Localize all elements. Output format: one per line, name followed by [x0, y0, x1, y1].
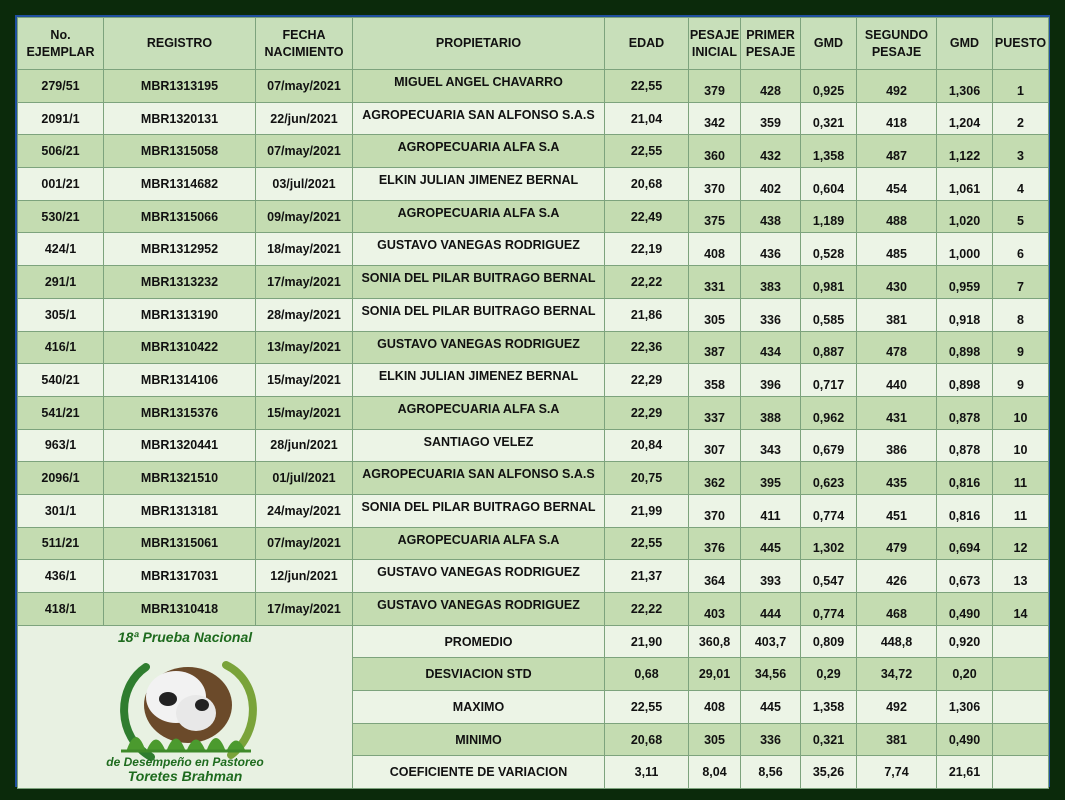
results-table-frame — [15, 15, 1050, 787]
cell-registro: MBR1313195 — [104, 70, 256, 103]
cell-puesto: 11 — [993, 494, 1049, 527]
cell-propietario: GUSTAVO VANEGAS RODRIGUEZ — [353, 331, 605, 364]
cell-propietario: AGROPECUARIA ALFA S.A — [353, 527, 605, 560]
cell-registro: MBR1320441 — [104, 429, 256, 462]
stat-value: 448,8 — [857, 625, 937, 658]
cell-gmd-1: 0,585 — [801, 298, 857, 331]
stat-value: 35,26 — [801, 756, 857, 789]
stat-value: 0,29 — [801, 658, 857, 691]
stat-empty-cell — [993, 691, 1049, 724]
cell-gmd-1: 0,962 — [801, 396, 857, 429]
cell-ejemplar: 291/1 — [18, 266, 104, 299]
col-puesto-header: PUESTO — [993, 18, 1049, 70]
cell-pesaje-inicial: 408 — [689, 233, 741, 266]
cell-registro: MBR1314682 — [104, 168, 256, 201]
cell-segundo-pesaje: 488 — [857, 200, 937, 233]
cell-puesto: 11 — [993, 462, 1049, 495]
cell-propietario: SONIA DEL PILAR BUITRAGO BERNAL — [353, 494, 605, 527]
cell-registro: MBR1317031 — [104, 560, 256, 593]
stat-empty-cell — [993, 658, 1049, 691]
cell-pesaje-inicial: 362 — [689, 462, 741, 495]
cell-primer-pesaje: 359 — [741, 102, 801, 135]
cell-primer-pesaje: 343 — [741, 429, 801, 462]
cell-segundo-pesaje: 492 — [857, 70, 937, 103]
cell-ejemplar: 530/21 — [18, 200, 104, 233]
cell-segundo-pesaje: 418 — [857, 102, 937, 135]
cell-pesaje-inicial: 370 — [689, 168, 741, 201]
stat-label: DESVIACION STD — [353, 658, 605, 691]
cell-fecha: 24/may/2021 — [256, 494, 353, 527]
cell-gmd-1: 0,623 — [801, 462, 857, 495]
cell-primer-pesaje: 428 — [741, 70, 801, 103]
cell-gmd-1: 0,717 — [801, 364, 857, 397]
stat-value: 408 — [689, 691, 741, 724]
cell-edad: 22,22 — [605, 266, 689, 299]
header-row — [18, 18, 1049, 70]
cell-pesaje-inicial: 403 — [689, 593, 741, 626]
table-row — [18, 102, 1049, 135]
table-row — [18, 429, 1049, 462]
stat-value: 21,90 — [605, 625, 689, 658]
cell-segundo-pesaje: 426 — [857, 560, 937, 593]
cell-edad: 21,04 — [605, 102, 689, 135]
cell-segundo-pesaje: 468 — [857, 593, 937, 626]
table-row — [18, 135, 1049, 168]
stat-value: 3,11 — [605, 756, 689, 789]
stat-value: 7,74 — [857, 756, 937, 789]
cell-puesto: 14 — [993, 593, 1049, 626]
logo-caption: Toretes Brahman — [127, 767, 243, 784]
cell-ejemplar: 305/1 — [18, 298, 104, 331]
col-no-ejemplar-header: No. EJEMPLAR — [18, 18, 104, 70]
cell-gmd-2: 0,878 — [937, 396, 993, 429]
cell-fecha: 03/jul/2021 — [256, 168, 353, 201]
cell-pesaje-inicial: 307 — [689, 429, 741, 462]
stat-empty-cell — [993, 723, 1049, 756]
stat-value: 0,20 — [937, 658, 993, 691]
cell-fecha: 15/may/2021 — [256, 396, 353, 429]
col-fecha-nacimiento-header: FECHA NACIMIENTO — [256, 18, 353, 70]
stat-value: 0,321 — [801, 723, 857, 756]
cell-edad: 22,55 — [605, 135, 689, 168]
cell-propietario: AGROPECUARIA ALFA S.A — [353, 396, 605, 429]
cell-gmd-2: 0,898 — [937, 364, 993, 397]
stat-value: 29,01 — [689, 658, 741, 691]
table-row — [18, 331, 1049, 364]
cell-puesto: 10 — [993, 429, 1049, 462]
cell-registro: MBR1313190 — [104, 298, 256, 331]
cell-gmd-1: 1,302 — [801, 527, 857, 560]
cell-segundo-pesaje: 440 — [857, 364, 937, 397]
cell-primer-pesaje: 393 — [741, 560, 801, 593]
cell-registro: MBR1321510 — [104, 462, 256, 495]
cell-registro: MBR1320131 — [104, 102, 256, 135]
cell-pesaje-inicial: 360 — [689, 135, 741, 168]
cell-gmd-2: 0,918 — [937, 298, 993, 331]
cell-gmd-2: 0,959 — [937, 266, 993, 299]
cell-puesto: 4 — [993, 168, 1049, 201]
stat-value: 492 — [857, 691, 937, 724]
cell-ejemplar: 279/51 — [18, 70, 104, 103]
cell-segundo-pesaje: 487 — [857, 135, 937, 168]
stat-value: 0,68 — [605, 658, 689, 691]
cell-gmd-2: 0,878 — [937, 429, 993, 462]
cell-registro: MBR1315058 — [104, 135, 256, 168]
stat-label: MINIMO — [353, 723, 605, 756]
cell-puesto: 5 — [993, 200, 1049, 233]
cell-gmd-1: 0,981 — [801, 266, 857, 299]
cell-gmd-1: 0,774 — [801, 593, 857, 626]
cell-gmd-2: 1,020 — [937, 200, 993, 233]
cell-propietario: ELKIN JULIAN JIMENEZ BERNAL — [353, 364, 605, 397]
cell-propietario: GUSTAVO VANEGAS RODRIGUEZ — [353, 233, 605, 266]
cell-puesto: 9 — [993, 364, 1049, 397]
table-row — [18, 560, 1049, 593]
cell-segundo-pesaje: 479 — [857, 527, 937, 560]
cell-primer-pesaje: 395 — [741, 462, 801, 495]
cell-propietario: AGROPECUARIA SAN ALFONSO S.A.S — [353, 462, 605, 495]
cell-segundo-pesaje: 386 — [857, 429, 937, 462]
cell-gmd-1: 0,604 — [801, 168, 857, 201]
stat-value: 1,306 — [937, 691, 993, 724]
cell-pesaje-inicial: 387 — [689, 331, 741, 364]
cell-pesaje-inicial: 370 — [689, 494, 741, 527]
col-primer-pesaje-header: PRIMER PESAJE — [741, 18, 801, 70]
table-row — [18, 200, 1049, 233]
cell-propietario: GUSTAVO VANEGAS RODRIGUEZ — [353, 593, 605, 626]
cell-puesto: 10 — [993, 396, 1049, 429]
stat-value: 8,56 — [741, 756, 801, 789]
cell-gmd-2: 0,898 — [937, 331, 993, 364]
cell-edad: 22,19 — [605, 233, 689, 266]
table-row — [18, 233, 1049, 266]
cell-puesto: 8 — [993, 298, 1049, 331]
cell-pesaje-inicial: 375 — [689, 200, 741, 233]
cell-puesto: 2 — [993, 102, 1049, 135]
cell-fecha: 07/may/2021 — [256, 135, 353, 168]
cell-fecha: 15/may/2021 — [256, 364, 353, 397]
cell-edad: 22,55 — [605, 527, 689, 560]
table-row — [18, 527, 1049, 560]
cell-propietario: AGROPECUARIA ALFA S.A — [353, 200, 605, 233]
cell-primer-pesaje: 445 — [741, 527, 801, 560]
cell-ejemplar: 436/1 — [18, 560, 104, 593]
cell-edad: 21,99 — [605, 494, 689, 527]
stat-value: 403,7 — [741, 625, 801, 658]
cell-puesto: 3 — [993, 135, 1049, 168]
cell-pesaje-inicial: 331 — [689, 266, 741, 299]
cell-gmd-2: 0,816 — [937, 494, 993, 527]
stat-label: COEFICIENTE DE VARIACION — [353, 756, 605, 789]
cell-fecha: 17/may/2021 — [256, 593, 353, 626]
cell-ejemplar: 301/1 — [18, 494, 104, 527]
cell-registro: MBR1315376 — [104, 396, 256, 429]
cell-gmd-2: 1,122 — [937, 135, 993, 168]
cell-primer-pesaje: 383 — [741, 266, 801, 299]
cell-gmd-2: 1,000 — [937, 233, 993, 266]
cell-propietario: SONIA DEL PILAR BUITRAGO BERNAL — [353, 298, 605, 331]
cell-edad: 22,29 — [605, 396, 689, 429]
cell-registro: MBR1313232 — [104, 266, 256, 299]
table-row — [18, 70, 1049, 103]
cell-primer-pesaje: 411 — [741, 494, 801, 527]
table-row — [18, 364, 1049, 397]
cell-gmd-1: 0,887 — [801, 331, 857, 364]
results-table — [17, 17, 1049, 789]
logo-title: 18ª Prueba Nacional — [117, 628, 253, 645]
cell-ejemplar: 511/21 — [18, 527, 104, 560]
cell-propietario: AGROPECUARIA SAN ALFONSO S.A.S — [353, 102, 605, 135]
cell-fecha: 17/may/2021 — [256, 266, 353, 299]
cell-edad: 20,75 — [605, 462, 689, 495]
cell-ejemplar: 506/21 — [18, 135, 104, 168]
cell-gmd-1: 0,925 — [801, 70, 857, 103]
table-row — [18, 266, 1049, 299]
cell-gmd-1: 0,547 — [801, 560, 857, 593]
table-row — [18, 462, 1049, 495]
cell-fecha: 07/may/2021 — [256, 527, 353, 560]
cell-ejemplar: 540/21 — [18, 364, 104, 397]
cell-registro: MBR1314106 — [104, 364, 256, 397]
table-row — [18, 298, 1049, 331]
stat-value: 21,61 — [937, 756, 993, 789]
cell-fecha: 13/may/2021 — [256, 331, 353, 364]
cell-registro: MBR1313181 — [104, 494, 256, 527]
cell-segundo-pesaje: 431 — [857, 396, 937, 429]
cell-propietario: SONIA DEL PILAR BUITRAGO BERNAL — [353, 266, 605, 299]
table-row — [18, 168, 1049, 201]
cell-primer-pesaje: 436 — [741, 233, 801, 266]
cell-fecha: 18/may/2021 — [256, 233, 353, 266]
cell-puesto: 13 — [993, 560, 1049, 593]
cell-registro: MBR1315066 — [104, 200, 256, 233]
cell-gmd-1: 1,358 — [801, 135, 857, 168]
cell-gmd-2: 0,490 — [937, 593, 993, 626]
stat-value: 34,72 — [857, 658, 937, 691]
cell-edad: 20,68 — [605, 168, 689, 201]
table-row — [18, 494, 1049, 527]
stat-value: 336 — [741, 723, 801, 756]
logo-subtitle: de Desempeño en Pastoreo — [106, 754, 264, 769]
stat-value: 34,56 — [741, 658, 801, 691]
cell-primer-pesaje: 388 — [741, 396, 801, 429]
cell-gmd-1: 0,321 — [801, 102, 857, 135]
cell-primer-pesaje: 432 — [741, 135, 801, 168]
cell-edad: 22,55 — [605, 70, 689, 103]
cell-segundo-pesaje: 451 — [857, 494, 937, 527]
cell-registro: MBR1310422 — [104, 331, 256, 364]
cell-ejemplar: 963/1 — [18, 429, 104, 462]
cell-segundo-pesaje: 478 — [857, 331, 937, 364]
cell-segundo-pesaje: 485 — [857, 233, 937, 266]
cell-propietario: MIGUEL ANGEL CHAVARRO — [353, 70, 605, 103]
cell-edad: 22,29 — [605, 364, 689, 397]
cell-edad: 21,86 — [605, 298, 689, 331]
cell-fecha: 22/jun/2021 — [256, 102, 353, 135]
stat-value: 360,8 — [689, 625, 741, 658]
cell-ejemplar: 001/21 — [18, 168, 104, 201]
cell-registro: MBR1310418 — [104, 593, 256, 626]
cell-edad: 20,84 — [605, 429, 689, 462]
cell-segundo-pesaje: 381 — [857, 298, 937, 331]
cell-fecha: 12/jun/2021 — [256, 560, 353, 593]
cell-edad: 22,22 — [605, 593, 689, 626]
cell-gmd-1: 1,189 — [801, 200, 857, 233]
table-row — [18, 396, 1049, 429]
cell-puesto: 6 — [993, 233, 1049, 266]
cell-segundo-pesaje: 435 — [857, 462, 937, 495]
stat-value: 0,490 — [937, 723, 993, 756]
stat-value: 445 — [741, 691, 801, 724]
cell-gmd-2: 1,061 — [937, 168, 993, 201]
cell-propietario: SANTIAGO VELEZ — [353, 429, 605, 462]
cell-edad: 21,37 — [605, 560, 689, 593]
cell-gmd-2: 1,204 — [937, 102, 993, 135]
cell-registro: MBR1312952 — [104, 233, 256, 266]
cell-primer-pesaje: 336 — [741, 298, 801, 331]
stat-empty-cell — [993, 756, 1049, 789]
cell-propietario: AGROPECUARIA ALFA S.A — [353, 135, 605, 168]
cell-fecha: 28/may/2021 — [256, 298, 353, 331]
cell-segundo-pesaje: 430 — [857, 266, 937, 299]
cell-gmd-1: 0,774 — [801, 494, 857, 527]
cell-puesto: 9 — [993, 331, 1049, 364]
cell-gmd-2: 0,673 — [937, 560, 993, 593]
stat-label: MAXIMO — [353, 691, 605, 724]
table-row — [18, 593, 1049, 626]
stat-value: 0,920 — [937, 625, 993, 658]
cell-primer-pesaje: 434 — [741, 331, 801, 364]
stat-value: 305 — [689, 723, 741, 756]
cell-primer-pesaje: 402 — [741, 168, 801, 201]
col-segundo-pesaje-header: SEGUNDO PESAJE — [857, 18, 937, 70]
cell-fecha: 09/may/2021 — [256, 200, 353, 233]
cell-puesto: 12 — [993, 527, 1049, 560]
stat-value: 20,68 — [605, 723, 689, 756]
logo-emblem — [26, 627, 344, 787]
cell-primer-pesaje: 438 — [741, 200, 801, 233]
cell-pesaje-inicial: 379 — [689, 70, 741, 103]
col-registro-header: REGISTRO — [104, 18, 256, 70]
cell-fecha: 28/jun/2021 — [256, 429, 353, 462]
stat-value: 22,55 — [605, 691, 689, 724]
cell-primer-pesaje: 444 — [741, 593, 801, 626]
cell-pesaje-inicial: 305 — [689, 298, 741, 331]
cell-gmd-2: 1,306 — [937, 70, 993, 103]
cell-puesto: 7 — [993, 266, 1049, 299]
cell-ejemplar: 2091/1 — [18, 102, 104, 135]
stat-value: 0,809 — [801, 625, 857, 658]
cell-propietario: ELKIN JULIAN JIMENEZ BERNAL — [353, 168, 605, 201]
stat-empty-cell — [993, 625, 1049, 658]
cell-puesto: 1 — [993, 70, 1049, 103]
stat-label: PROMEDIO — [353, 625, 605, 658]
cell-ejemplar: 424/1 — [18, 233, 104, 266]
event-logo — [18, 625, 353, 788]
stats-row — [18, 625, 1049, 658]
cell-primer-pesaje: 396 — [741, 364, 801, 397]
cell-gmd-2: 0,694 — [937, 527, 993, 560]
cell-edad: 22,49 — [605, 200, 689, 233]
cell-gmd-1: 0,679 — [801, 429, 857, 462]
cell-pesaje-inicial: 337 — [689, 396, 741, 429]
cell-pesaje-inicial: 364 — [689, 560, 741, 593]
cell-gmd-2: 0,816 — [937, 462, 993, 495]
cell-fecha: 07/may/2021 — [256, 70, 353, 103]
cell-registro: MBR1315061 — [104, 527, 256, 560]
cell-gmd-1: 0,528 — [801, 233, 857, 266]
cell-fecha: 01/jul/2021 — [256, 462, 353, 495]
stat-value: 1,358 — [801, 691, 857, 724]
cell-ejemplar: 2096/1 — [18, 462, 104, 495]
cell-edad: 22,36 — [605, 331, 689, 364]
stat-value: 8,04 — [689, 756, 741, 789]
cell-ejemplar: 416/1 — [18, 331, 104, 364]
cell-pesaje-inicial: 358 — [689, 364, 741, 397]
cell-segundo-pesaje: 454 — [857, 168, 937, 201]
cell-pesaje-inicial: 342 — [689, 102, 741, 135]
cell-ejemplar: 418/1 — [18, 593, 104, 626]
col-pesaje-inicial-header: PESAJE INICIAL — [689, 18, 741, 70]
col-gmd-1-header: GMD — [801, 18, 857, 70]
cell-ejemplar: 541/21 — [18, 396, 104, 429]
cell-propietario: GUSTAVO VANEGAS RODRIGUEZ — [353, 560, 605, 593]
cell-pesaje-inicial: 376 — [689, 527, 741, 560]
col-edad-header: EDAD — [605, 18, 689, 70]
col-propietario-header: PROPIETARIO — [353, 18, 605, 70]
stat-value: 381 — [857, 723, 937, 756]
col-gmd-2-header: GMD — [937, 18, 993, 70]
